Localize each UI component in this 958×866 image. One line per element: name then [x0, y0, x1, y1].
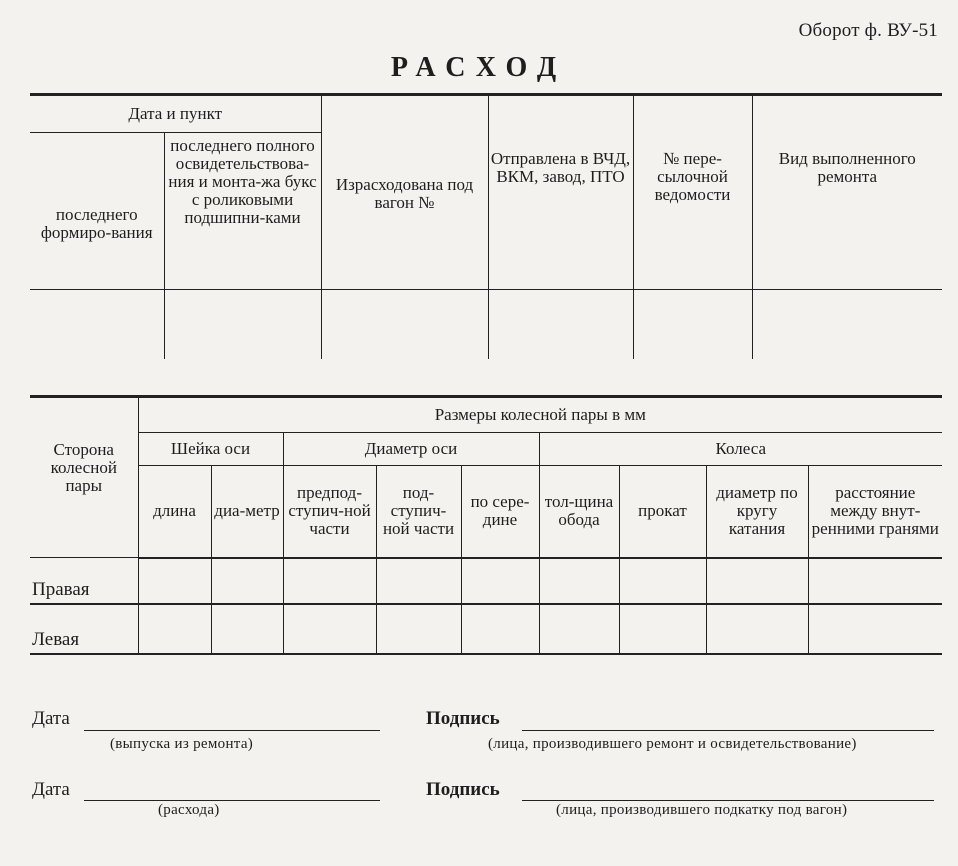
page-title: РАСХОД: [390, 52, 568, 83]
row-label-right: Правая: [30, 558, 138, 604]
expense-date-label: Дата: [32, 779, 70, 800]
header-diameter: диа-метр: [211, 466, 283, 558]
installer-signature-hint: (лица, производившего подкатку под вагон): [556, 802, 848, 818]
header-dimensions: Размеры колесной пары в мм: [138, 397, 942, 433]
header-journal: Шейка оси: [138, 433, 283, 466]
header-used-for-car: Израсходована под вагон №: [321, 95, 488, 290]
header-middle: по сере-дине: [461, 466, 539, 558]
header-hub: под-ступич-ной части: [376, 466, 461, 558]
repairer-signature-label: Подпись: [426, 708, 500, 729]
header-repair-type: Вид выполненного ремонта: [752, 95, 942, 290]
header-pre-hub: предпод-ступич-ной части: [283, 466, 376, 558]
release-date-field[interactable]: [84, 712, 380, 731]
header-rolled: прокат: [619, 466, 706, 558]
header-last-formation: последнего формиро-вания: [30, 133, 164, 290]
header-wheelset-side: Сторона колесной пары: [30, 397, 138, 558]
header-rolling-circle: диаметр по кругу катания: [706, 466, 808, 558]
header-length: длина: [138, 466, 211, 558]
header-wheels: Колеса: [539, 433, 942, 466]
header-axle-diameter: Диаметр оси: [283, 433, 539, 466]
header-sent-to: Отправлена в ВЧД, ВКМ, завод, ПТО: [488, 95, 633, 290]
release-date-hint: (выпуска из ремонта): [110, 736, 254, 752]
header-last-inspection: последнего полного освидетельствова-ния и монта-жа букс с роликовыми подшипни-ками: [164, 133, 321, 290]
header-rim-thickness: тол-щина обода: [539, 466, 619, 558]
repairer-signature-hint: (лица, производившего ремонт и освидетельствование): [488, 736, 857, 752]
header-date-and-point: Дата и пункт: [30, 95, 321, 133]
expense-date-hint: (расхода): [158, 802, 220, 818]
release-date-label: Дата: [32, 708, 70, 729]
header-transfer-statement: № пере-сылочной ведомости: [633, 95, 752, 290]
header-inner-distance: расстояние между внут-ренними гранями: [808, 466, 942, 558]
installer-signature-label: Подпись: [426, 779, 500, 800]
installer-signature-field[interactable]: [522, 782, 934, 801]
repairer-signature-field[interactable]: [522, 712, 934, 731]
form-code: Оборот ф. ВУ-51: [798, 20, 938, 41]
expense-date-field[interactable]: [84, 782, 380, 801]
row-label-left: Левая: [30, 604, 138, 654]
